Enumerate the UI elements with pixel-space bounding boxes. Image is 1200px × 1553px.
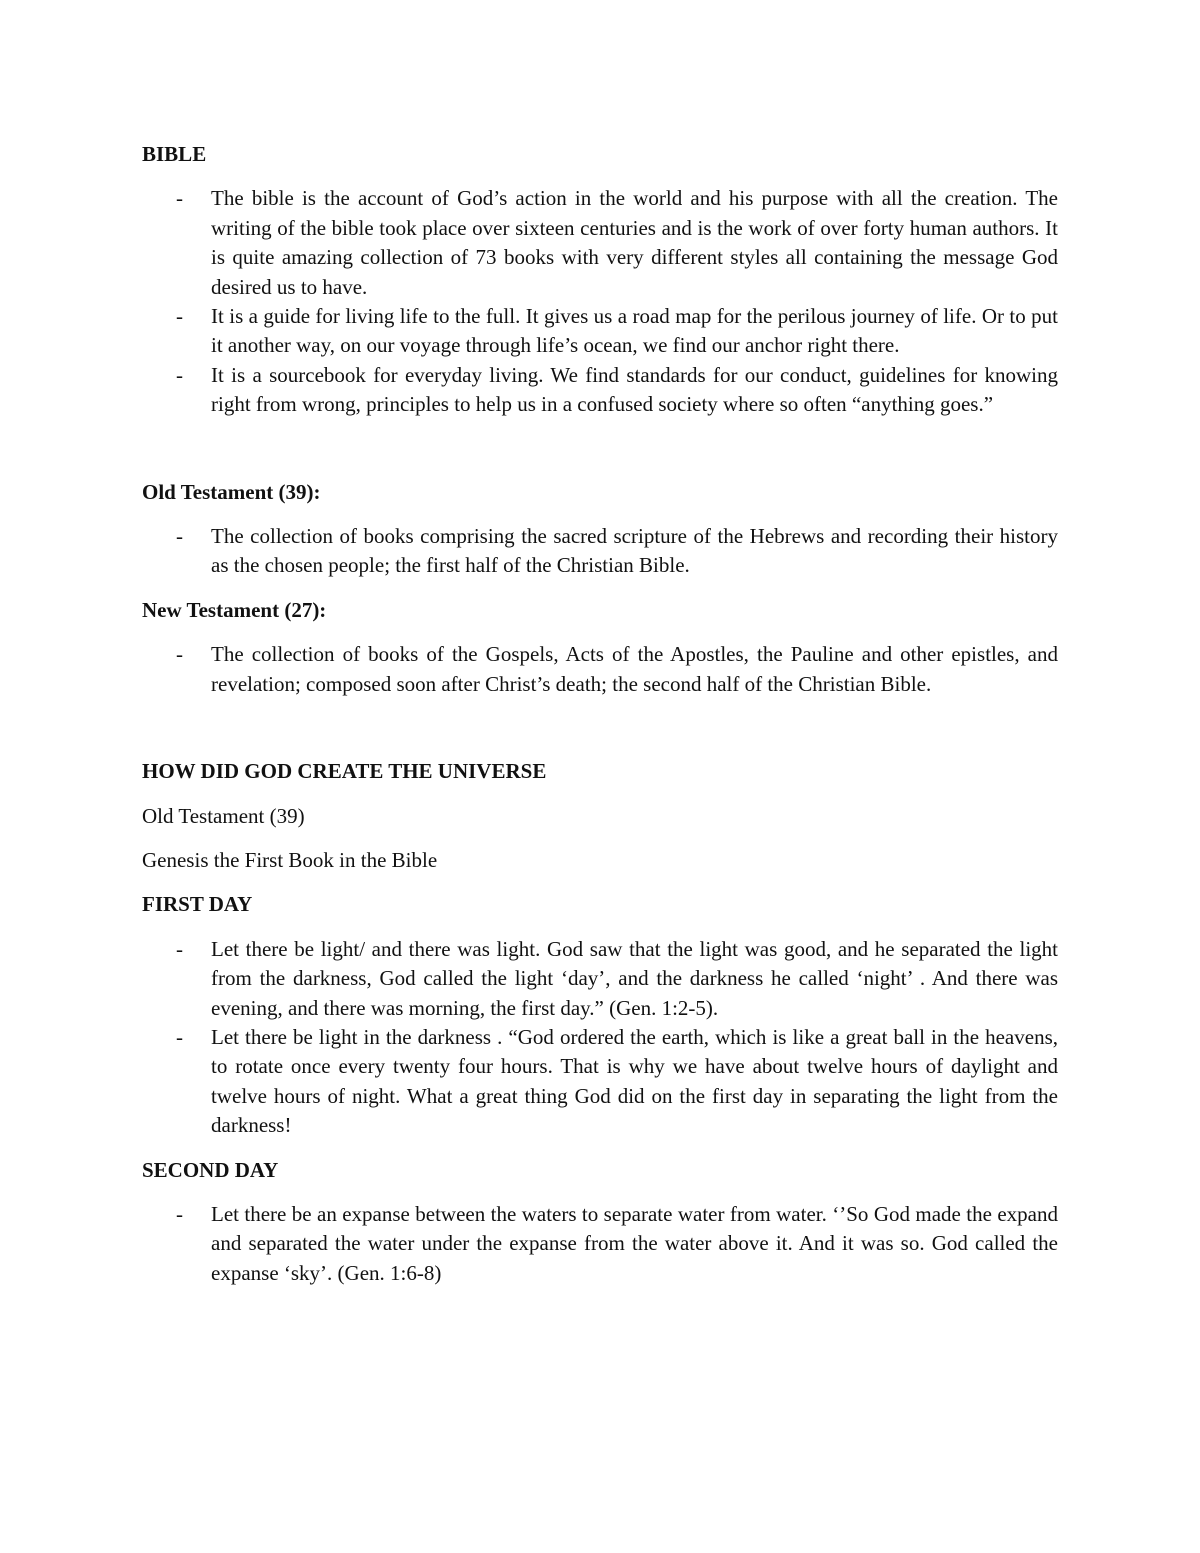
second-day-heading: SECOND DAY [142, 1157, 279, 1182]
second-day-list [142, 1200, 1058, 1288]
dash-bullet: - [176, 642, 183, 667]
list-item: - Let there be an expanse between the waters to separate water from water. ‘’So God made the expand and separated the water under the expanse from the water above it. And it was so. God called the expanse ‘sky’. (Gen. 1:6-8) [176, 1201, 1058, 1285]
genesis-line: Genesis the First Book in the Bible [142, 847, 438, 872]
bible-heading: BIBLE [142, 142, 207, 166]
old-testament-line: Old Testament (39) [142, 803, 305, 828]
list-item: - Let there be light/ and there was light. God saw that the light was good, and he separated the light from the darkness, God called the light ‘day’, and the darkness he called ‘night’ . And there was evening, and there was morning, the first day.” (Gen. 1:2-5). [176, 936, 1058, 1020]
dash-bullet: - [176, 936, 183, 961]
dash-bullet: - [176, 1024, 183, 1049]
dash-bullet: - [176, 304, 183, 329]
old-testament-heading: Old Testament (39): [142, 479, 321, 504]
list-item: - The bible is the account of God’s action in the world and his purpose with all the creation. The writing of the bible took place over sixteen centuries and is the work of over forty human authors. It is quite amazing collection of 73 books with very different styles all containing the message God desired us to have. [176, 186, 1058, 299]
list-item: - It is a sourcebook for everyday living. We find standards for our conduct, guidelines for knowing right from wrong, principles to help us in a confused society where so often “anything goes.” [176, 362, 1058, 417]
list-item: - It is a guide for living life to the full. It gives us a road map for the perilous journey of life. Or to put it another way, on our voyage through life’s ocean, we find our anchor right there. [176, 304, 1058, 358]
first-day-heading: FIRST DAY [142, 892, 253, 917]
old-testament-list [142, 522, 1058, 581]
creation-heading: HOW DID GOD CREATE THE UNIVERSE [142, 759, 547, 784]
first-day-list [142, 935, 1058, 1141]
dash-bullet: - [176, 186, 183, 211]
dash-bullet: - [176, 524, 183, 549]
bible-list [142, 184, 1058, 419]
list-item: - The collection of books of the Gospels, Acts of the Apostles, the Pauline and other epistles, and revelation; composed soon after Christ’s death; the second half of the Christian Bible. [176, 642, 1058, 696]
new-testament-list [142, 640, 1058, 699]
new-testament-heading: New Testament (27): [142, 597, 327, 622]
list-item: - Let there be light in the darkness . “God ordered the earth, which is like a great ball in the heavens, to rotate once every twenty four hours. That is why we have about twelve hours of daylight and twelve hours of night. What a great thing God did on the first day in separating the light from the darkness! [176, 1024, 1058, 1138]
list-item: - The collection of books comprising the sacred scripture of the Hebrews and recording their history as the chosen people; the first half of the Christian Bible. [176, 524, 1058, 578]
dash-bullet: - [176, 1201, 183, 1226]
dash-bullet: - [176, 362, 183, 387]
